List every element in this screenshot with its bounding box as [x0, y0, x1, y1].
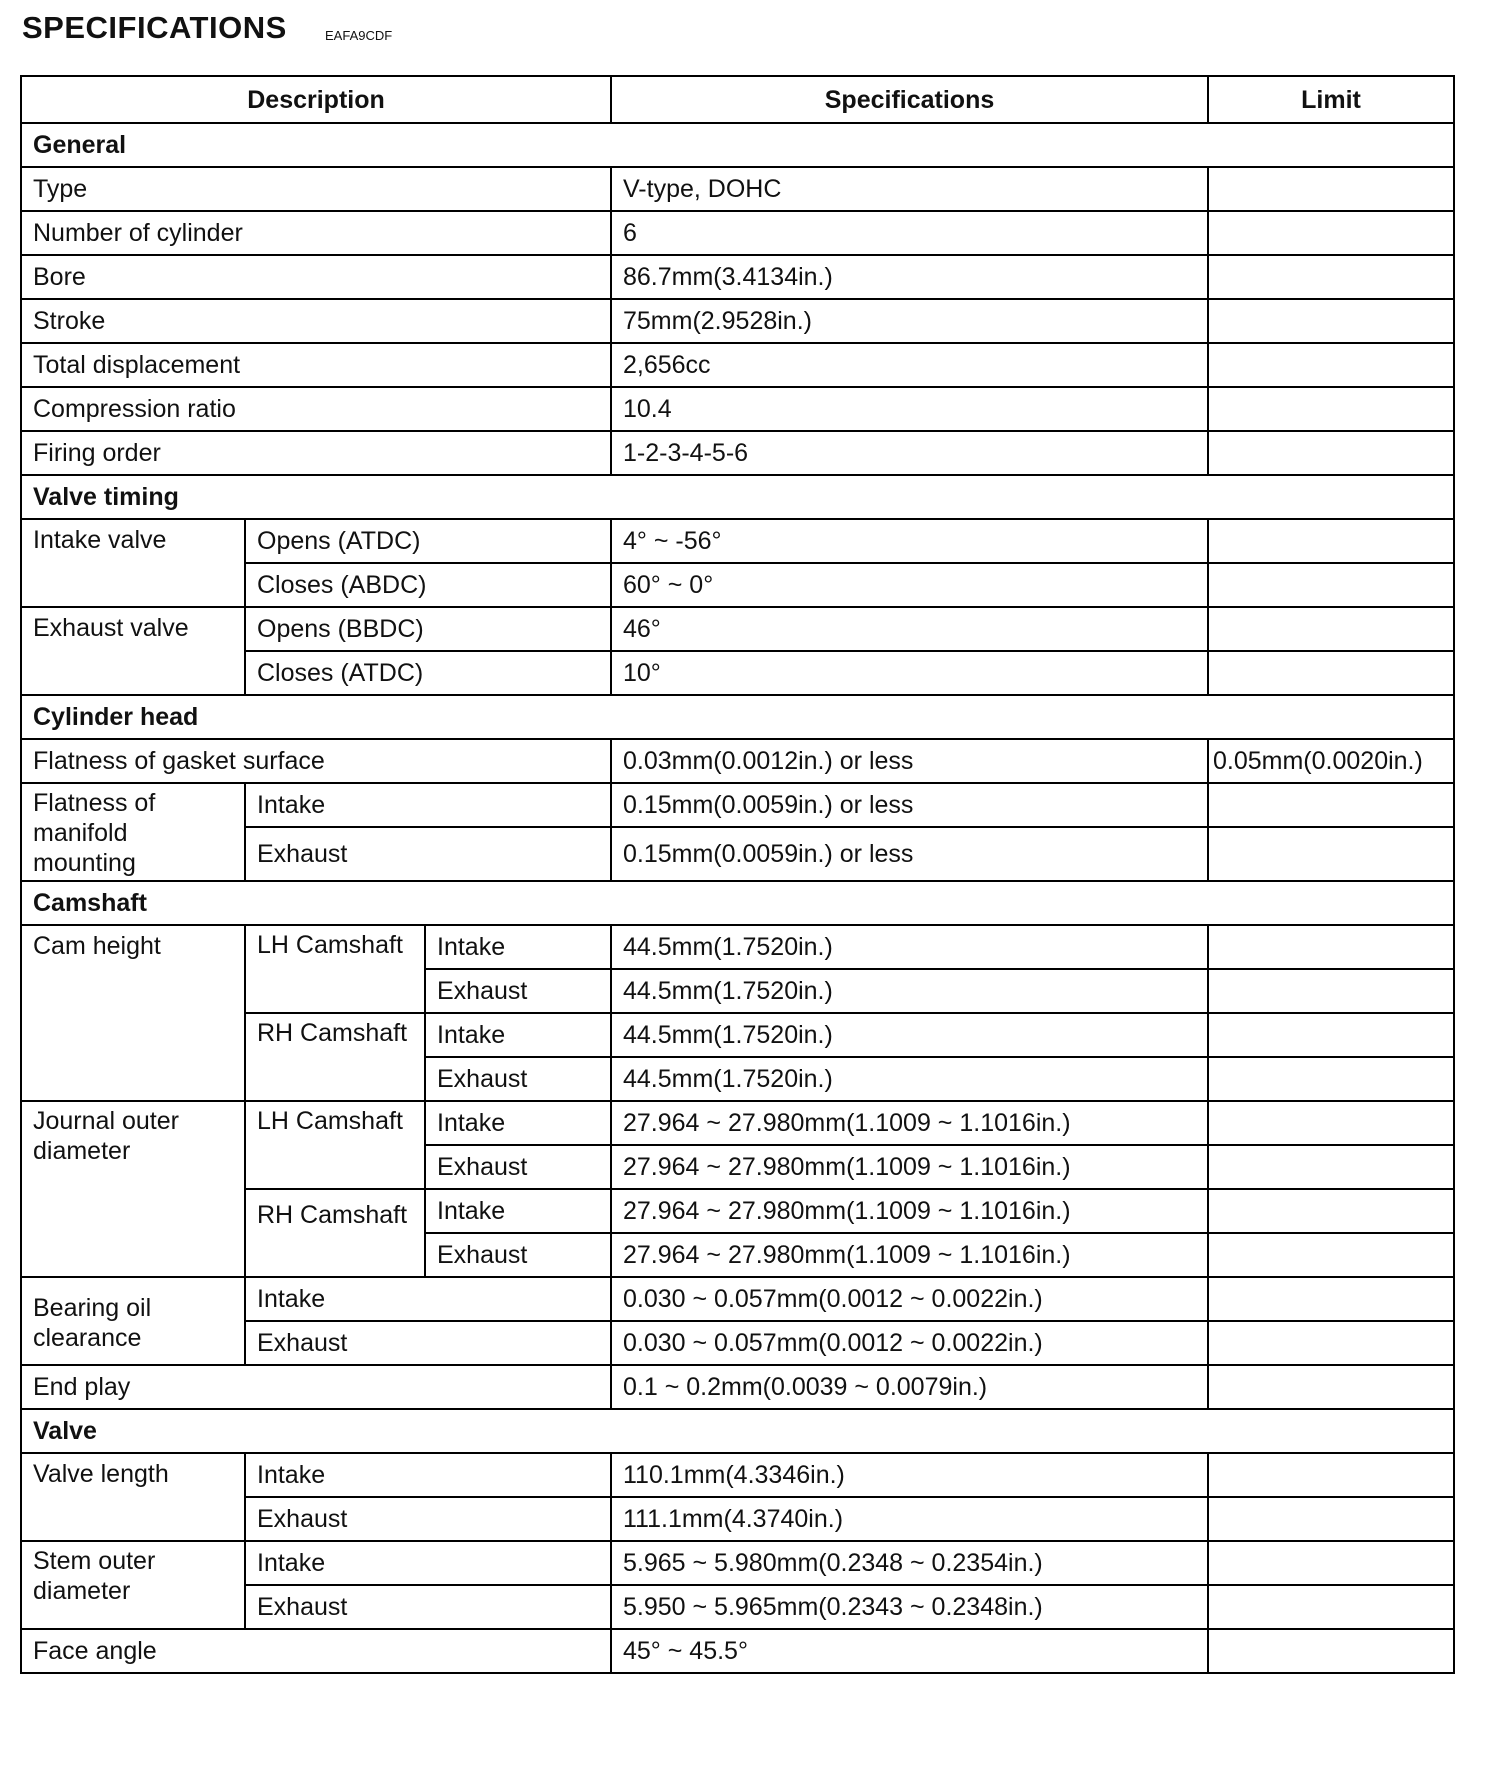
limit-cell — [1208, 1497, 1454, 1541]
spec-value: 44.5mm(1.7520in.) — [611, 969, 1208, 1013]
column-header-specifications: Specifications — [611, 76, 1208, 123]
limit-cell — [1208, 431, 1454, 475]
camshaft-side-label: RH Camshaft — [245, 1013, 425, 1101]
section-row — [21, 123, 1454, 167]
limit-cell — [1208, 969, 1454, 1013]
table-row — [21, 739, 1454, 783]
row-label: Bearing oil clearance — [21, 1277, 245, 1365]
section-title-cylinder-head: Cylinder head — [21, 695, 1454, 739]
spec-value: 6 — [611, 211, 1208, 255]
table-row — [21, 211, 1454, 255]
spec-value: 75mm(2.9528in.) — [611, 299, 1208, 343]
limit-cell — [1208, 1365, 1454, 1409]
limit-cell — [1208, 1629, 1454, 1673]
spec-value: 2,656cc — [611, 343, 1208, 387]
page-title: SPECIFICATIONS — [22, 10, 287, 45]
document-code: EAFA9CDF — [325, 28, 393, 43]
spec-value: 0.030 ~ 0.057mm(0.0012 ~ 0.0022in.) — [611, 1277, 1208, 1321]
limit-cell — [1208, 607, 1454, 651]
row-label: Type — [21, 167, 611, 211]
spec-value: 10° — [611, 651, 1208, 695]
table-row — [21, 167, 1454, 211]
table-row — [21, 1365, 1454, 1409]
column-header-description: Description — [21, 76, 611, 123]
sub-label: Closes (ABDC) — [245, 563, 611, 607]
row-label: Compression ratio — [21, 387, 611, 431]
row-label: Stroke — [21, 299, 611, 343]
row-label: Intake valve — [21, 519, 245, 607]
spec-value: 27.964 ~ 27.980mm(1.1009 ~ 1.1016in.) — [611, 1101, 1208, 1145]
table-row — [21, 1629, 1454, 1673]
table-row — [21, 925, 1454, 969]
limit-cell — [1208, 1277, 1454, 1321]
sub-label: Exhaust — [245, 1321, 611, 1365]
sub-label: Intake — [245, 1453, 611, 1497]
spec-value: 27.964 ~ 27.980mm(1.1009 ~ 1.1016in.) — [611, 1189, 1208, 1233]
spec-value: 5.965 ~ 5.980mm(0.2348 ~ 0.2354in.) — [611, 1541, 1208, 1585]
spec-value: 44.5mm(1.7520in.) — [611, 1013, 1208, 1057]
section-title-valve-timing: Valve timing — [21, 475, 1454, 519]
limit-cell — [1208, 1453, 1454, 1497]
sub-label: Intake — [425, 925, 611, 969]
limit-cell — [1208, 1233, 1454, 1277]
spec-value: 4° ~ -56° — [611, 519, 1208, 563]
table-row — [21, 1541, 1454, 1585]
spec-value: 10.4 — [611, 387, 1208, 431]
section-row — [21, 475, 1454, 519]
spec-value: 0.15mm(0.0059in.) or less — [611, 783, 1208, 827]
spec-value: 0.15mm(0.0059in.) or less — [611, 827, 1208, 881]
table-row — [21, 519, 1454, 563]
section-title-general: General — [21, 123, 1454, 167]
section-title-camshaft: Camshaft — [21, 881, 1454, 925]
spec-value: 60° ~ 0° — [611, 563, 1208, 607]
section-row — [21, 1409, 1454, 1453]
limit-cell — [1208, 1189, 1454, 1233]
limit-cell — [1208, 1321, 1454, 1365]
table-row — [21, 1277, 1454, 1321]
sub-label: Exhaust — [245, 1585, 611, 1629]
limit-cell — [1208, 1145, 1454, 1189]
limit-cell — [1208, 1541, 1454, 1585]
sub-label: Closes (ATDC) — [245, 651, 611, 695]
camshaft-side-label: LH Camshaft — [245, 1101, 425, 1189]
row-label: Cam height — [21, 925, 245, 1101]
row-label: Valve length — [21, 1453, 245, 1541]
spec-value: 86.7mm(3.4134in.) — [611, 255, 1208, 299]
spec-value: V-type, DOHC — [611, 167, 1208, 211]
row-label: End play — [21, 1365, 611, 1409]
sub-label: Exhaust — [425, 1145, 611, 1189]
camshaft-side-label: RH Camshaft — [245, 1189, 425, 1277]
sub-label: Intake — [245, 783, 611, 827]
row-label: Face angle — [21, 1629, 611, 1673]
camshaft-side-label: LH Camshaft — [245, 925, 425, 1013]
row-label: Flatness of manifold mounting — [21, 783, 245, 881]
sub-label: Exhaust — [425, 1057, 611, 1101]
sub-label: Intake — [425, 1101, 611, 1145]
limit-cell — [1208, 651, 1454, 695]
spec-value: 44.5mm(1.7520in.) — [611, 925, 1208, 969]
spec-value: 46° — [611, 607, 1208, 651]
row-label: Exhaust valve — [21, 607, 245, 695]
row-label: Flatness of gasket surface — [21, 739, 611, 783]
limit-cell — [1208, 1057, 1454, 1101]
limit-cell — [1208, 167, 1454, 211]
spec-value: 44.5mm(1.7520in.) — [611, 1057, 1208, 1101]
sub-label: Intake — [245, 1277, 611, 1321]
spec-value: 0.03mm(0.0012in.) or less — [611, 739, 1208, 783]
table-row — [21, 783, 1454, 827]
sub-label: Intake — [425, 1013, 611, 1057]
table-row — [21, 343, 1454, 387]
spec-value: 27.964 ~ 27.980mm(1.1009 ~ 1.1016in.) — [611, 1233, 1208, 1277]
table-header-row — [21, 76, 1454, 123]
table-row — [21, 1453, 1454, 1497]
table-row — [21, 255, 1454, 299]
table-row — [21, 1101, 1454, 1145]
row-label: Number of cylinder — [21, 211, 611, 255]
limit-cell — [1208, 563, 1454, 607]
sub-label: Intake — [425, 1189, 611, 1233]
spec-value: 111.1mm(4.3740in.) — [611, 1497, 1208, 1541]
sub-label: Opens (ATDC) — [245, 519, 611, 563]
limit-value: 0.05mm(0.0020in.) — [1208, 739, 1454, 783]
table-row — [21, 387, 1454, 431]
limit-cell — [1208, 211, 1454, 255]
limit-cell — [1208, 343, 1454, 387]
limit-cell — [1208, 783, 1454, 827]
table-row — [21, 607, 1454, 651]
limit-cell — [1208, 299, 1454, 343]
row-label: Firing order — [21, 431, 611, 475]
spec-value: 0.030 ~ 0.057mm(0.0012 ~ 0.0022in.) — [611, 1321, 1208, 1365]
row-label: Total displacement — [21, 343, 611, 387]
row-label: Stem outer diameter — [21, 1541, 245, 1629]
sub-label: Exhaust — [245, 1497, 611, 1541]
table-row — [21, 431, 1454, 475]
spec-value: 0.1 ~ 0.2mm(0.0039 ~ 0.0079in.) — [611, 1365, 1208, 1409]
section-title-valve: Valve — [21, 1409, 1454, 1453]
limit-cell — [1208, 1013, 1454, 1057]
limit-cell — [1208, 255, 1454, 299]
limit-cell — [1208, 827, 1454, 881]
spec-value: 110.1mm(4.3346in.) — [611, 1453, 1208, 1497]
spec-value: 45° ~ 45.5° — [611, 1629, 1208, 1673]
limit-cell — [1208, 519, 1454, 563]
sub-label: Opens (BBDC) — [245, 607, 611, 651]
sub-label: Exhaust — [245, 827, 611, 881]
table-row — [21, 299, 1454, 343]
section-row — [21, 881, 1454, 925]
column-header-limit: Limit — [1208, 76, 1454, 123]
row-label: Bore — [21, 255, 611, 299]
limit-cell — [1208, 1101, 1454, 1145]
spec-value: 1-2-3-4-5-6 — [611, 431, 1208, 475]
spec-value: 27.964 ~ 27.980mm(1.1009 ~ 1.1016in.) — [611, 1145, 1208, 1189]
limit-cell — [1208, 925, 1454, 969]
sub-label: Intake — [245, 1541, 611, 1585]
limit-cell — [1208, 1585, 1454, 1629]
spec-value: 5.950 ~ 5.965mm(0.2343 ~ 0.2348in.) — [611, 1585, 1208, 1629]
sub-label: Exhaust — [425, 1233, 611, 1277]
row-label: Journal outer diameter — [21, 1101, 245, 1277]
specifications-table — [20, 75, 1455, 1674]
sub-label: Exhaust — [425, 969, 611, 1013]
limit-cell — [1208, 387, 1454, 431]
section-row — [21, 695, 1454, 739]
